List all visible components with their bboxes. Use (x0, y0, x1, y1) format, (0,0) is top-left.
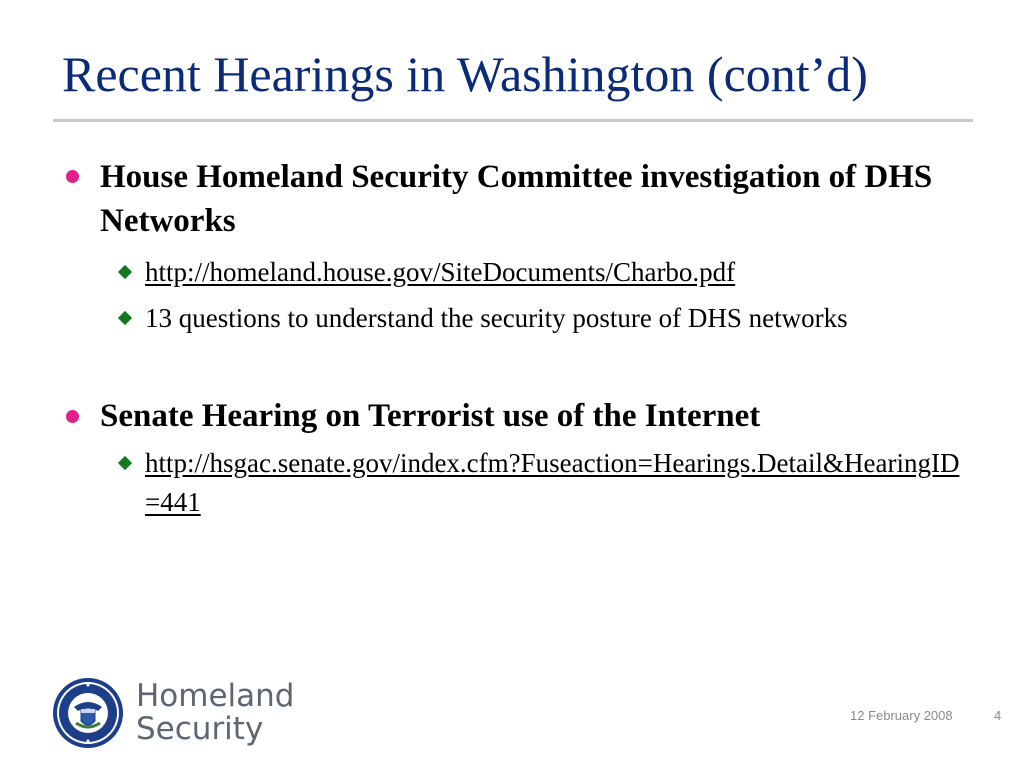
charbo-pdf-link[interactable]: http://homeland.house.gov/SiteDocuments/Charbo.pdf (145, 257, 736, 287)
sub-bullet-diamond-icon (118, 265, 132, 279)
footer-date: 12 February 2008 (850, 708, 953, 723)
dhs-seal-logo (52, 677, 124, 749)
sub-bullet-13-questions: 13 questions to understand the security posture of DHS networks (145, 303, 848, 333)
page-number: 4 (994, 708, 1002, 723)
slide-title: Recent Hearings in Washington (cont’d) (62, 46, 868, 102)
bullet-house-committee: House Homeland Security Committee investigation of DHS Networks (100, 159, 933, 239)
title-divider (53, 119, 973, 122)
brand-line-1: Homeland (136, 678, 295, 714)
bullet-dot-icon (66, 410, 79, 423)
brand-line-2: Security (136, 711, 264, 747)
sub-bullet-charbo-link-item (145, 253, 975, 292)
sub-bullet-hsgac-link-item (145, 444, 965, 522)
homeland-security-wordmark (136, 680, 294, 746)
bullet-senate-hearing: Senate Hearing on Terrorist use of the Internet (100, 398, 761, 434)
sub-bullet-diamond-icon (118, 456, 132, 470)
bullet-dot-icon (66, 170, 79, 183)
sub-bullet-diamond-icon (118, 311, 132, 325)
hsgac-hearing-link[interactable]: http://hsgac.senate.gov/index.cfm?Fuseaction=Hearings.Detail&HearingID=441 (145, 448, 960, 517)
